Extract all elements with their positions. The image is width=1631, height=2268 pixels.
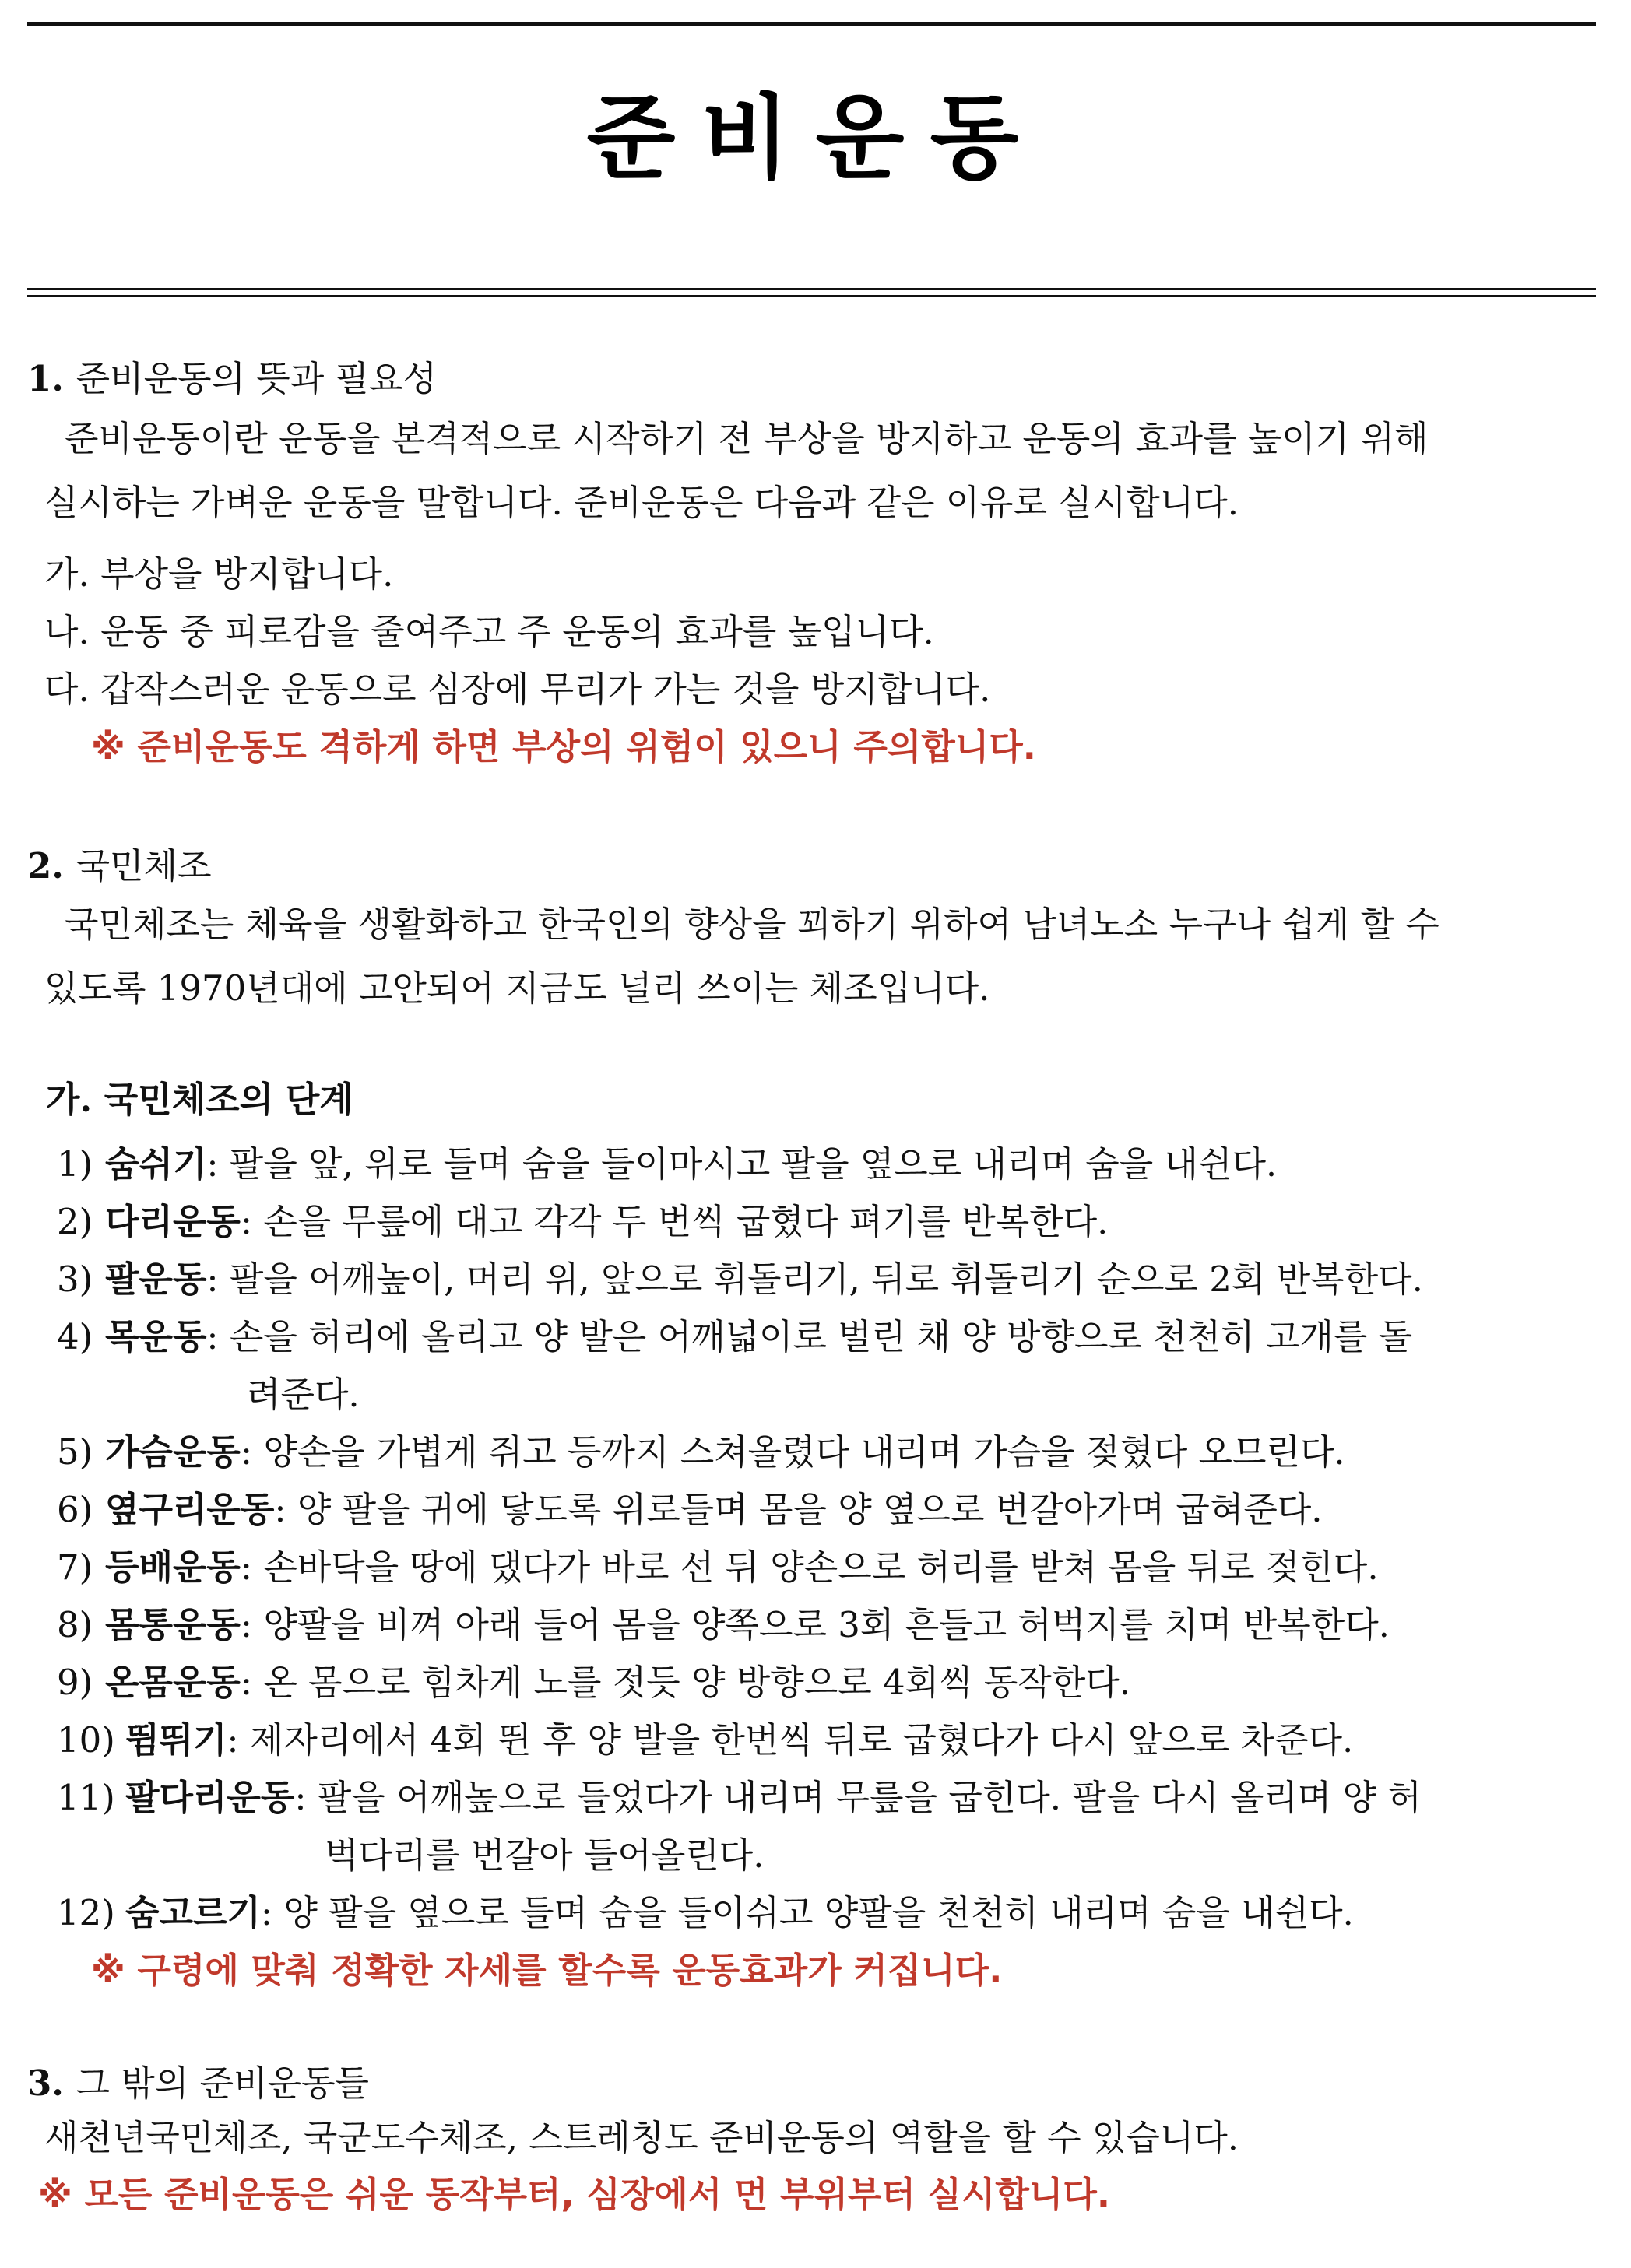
section-2-warning: ※ 구령에 맞춰 정확한 자세를 할수록 운동효과가 커집니다.	[91, 1950, 1003, 1991]
section-2-paragraph-line-2: 있도록 1970년대에 고안되어 지금도 널리 쓰이는 체조입니다.	[44, 967, 990, 1009]
step-number: 1)	[57, 1143, 93, 1185]
section-2-subheading	[27, 1075, 1596, 1136]
step-term: 숨고르기	[125, 1892, 261, 1933]
section-1-title: 준비운동의 뜻과 필요성	[76, 358, 437, 399]
step-number: 3)	[57, 1259, 93, 1300]
step-text: : 손바닥을 땅에 댔다가 바로 선 뒤 양손으로 허리를 받쳐 몸을 뒤로 젖힌다.	[240, 1547, 1379, 1588]
list-item: 다. 갑작스러운 운동으로 심장에 무리가 가는 것을 방지합니다.	[44, 669, 991, 710]
step-number: 6)	[57, 1489, 93, 1530]
list-item: 나. 운동 중 피로감을 줄여주고 주 운동의 효과를 높입니다.	[44, 611, 934, 652]
step-text: : 양 팔을 옆으로 들며 숨을 들이쉬고 양팔을 천천히 내리며 숨을 내쉰다.	[260, 1892, 1354, 1933]
list-item: 가. 부상을 방지합니다.	[44, 553, 394, 595]
step-text: : 양손을 가볍게 쥐고 등까지 스쳐올렸다 내리며 가슴을 젖혔다 오므린다.	[240, 1431, 1345, 1473]
step-continuation: 려준다.	[247, 1374, 360, 1415]
section-2-paragraph	[27, 893, 1596, 1020]
section-3-title: 그 밖의 준비운동들	[76, 2063, 370, 2104]
step-term: 온몸운동	[105, 1662, 241, 1703]
section-1-paragraph	[27, 407, 1596, 535]
section-1-number: 1.	[27, 358, 64, 399]
step-term: 몸통운동	[105, 1604, 241, 1645]
section-2-heading	[27, 841, 1596, 897]
step-item	[57, 1424, 1596, 1481]
step-continuation: 벅다리를 번갈아 들어올린다.	[325, 1834, 765, 1876]
step-term: 뜀뛰기	[125, 1719, 227, 1761]
section-1-paragraph-line-2: 실시하는 가벼운 운동을 말합니다. 준비운동은 다음과 같은 이유로 실시합니다.	[44, 482, 1239, 523]
steps-list	[27, 1136, 1596, 1942]
step-text: : 온 몸으로 힘차게 노를 젓듯 양 방향으로 4회씩 동작한다.	[240, 1662, 1131, 1703]
document-body	[27, 354, 1596, 2222]
step-item	[57, 1712, 1596, 1769]
step-text: : 양팔을 비껴 아래 들어 몸을 양쪽으로 3회 흔들고 허벅지를 치며 반복한다.	[240, 1604, 1390, 1645]
step-number: 7)	[57, 1547, 93, 1588]
step-item	[57, 1654, 1596, 1712]
section-2-number: 2.	[27, 845, 64, 886]
subheading-text: 가. 국민체조의 단계	[46, 1079, 353, 1120]
step-item	[57, 1136, 1596, 1193]
step-item	[57, 1481, 1596, 1539]
step-term: 옆구리운동	[105, 1489, 275, 1530]
step-text: : 손을 무릎에 대고 각각 두 번씩 굽혔다 펴기를 반복한다.	[240, 1201, 1109, 1242]
section-2-paragraph-line-1: 국민체조는 체육을 생활화하고 한국인의 향상을 꾀하기 위하여 남녀노소 누구나 쉽게 할 수	[65, 904, 1439, 945]
step-item	[57, 1596, 1596, 1654]
step-item	[57, 1884, 1596, 1942]
step-number: 11)	[57, 1777, 115, 1818]
step-text: : 팔을 어깨높이, 머리 위, 앞으로 휘돌리기, 뒤로 휘돌리기 순으로 2회 반복한다.	[206, 1259, 1423, 1300]
step-term: 팔운동	[105, 1259, 207, 1300]
step-term: 가슴운동	[105, 1431, 241, 1473]
section-3-number: 3.	[27, 2063, 64, 2104]
step-number: 9)	[57, 1662, 93, 1703]
step-item	[57, 1251, 1596, 1308]
step-item	[57, 1539, 1596, 1596]
step-number: 10)	[57, 1719, 115, 1761]
step-number: 12)	[57, 1892, 115, 1933]
section-1-warning: ※ 준비운동도 격하게 하면 부상의 위험이 있으니 주의합니다.	[91, 726, 1036, 767]
step-text: : 양 팔을 귀에 닿도록 위로들며 몸을 양 옆으로 번갈아가며 굽혀준다.	[274, 1489, 1323, 1530]
title-rule-lower	[27, 295, 1596, 297]
section-3-heading	[27, 2059, 1596, 2115]
step-item	[57, 1769, 1596, 1884]
step-term: 등배운동	[105, 1547, 241, 1588]
top-rule	[27, 22, 1596, 26]
page-title: 준비운동	[586, 84, 1045, 191]
section-2-title: 국민체조	[76, 845, 212, 886]
step-term: 숨쉬기	[105, 1143, 207, 1185]
step-number: 8)	[57, 1604, 93, 1645]
section-1-list	[27, 546, 1596, 718]
step-term: 다리운동	[105, 1201, 241, 1242]
section-3-paragraph: 새천년국민체조, 국군도수체조, 스트레칭도 준비운동의 역할을 할 수 있습니다.	[44, 2117, 1239, 2158]
step-number: 5)	[57, 1431, 93, 1473]
step-text: : 손을 허리에 올리고 양 발은 어깨넓이로 벌린 채 양 방향으로 천천히 고개를 돌	[206, 1316, 1413, 1357]
section-1-heading	[27, 354, 1596, 410]
step-item	[57, 1193, 1596, 1251]
step-text: : 제자리에서 4회 뛴 후 양 발을 한번씩 뒤로 굽혔다가 다시 앞으로 차준다.	[227, 1719, 1354, 1761]
step-term: 팔다리운동	[125, 1777, 295, 1818]
section-3-warning: ※ 모든 준비운동은 쉬운 동작부터, 심장에서 먼 부위부터 실시합니다.	[38, 2174, 1110, 2215]
step-number: 2)	[57, 1201, 93, 1242]
step-text: : 팔을 어깨높으로 들었다가 내리며 무릎을 굽힌다. 팔을 다시 올리며 양 허	[294, 1777, 1422, 1818]
step-term: 목운동	[105, 1316, 207, 1357]
title-rule-upper	[27, 288, 1596, 290]
step-text: : 팔을 앞, 위로 들며 숨을 들이마시고 팔을 옆으로 내리며 숨을 내쉰다.	[206, 1143, 1278, 1185]
section-1-paragraph-line-1: 준비운동이란 운동을 본격적으로 시작하기 전 부상을 방지하고 운동의 효과를 높이기 위해	[65, 418, 1429, 459]
step-item	[57, 1308, 1596, 1424]
step-number: 4)	[57, 1316, 93, 1357]
